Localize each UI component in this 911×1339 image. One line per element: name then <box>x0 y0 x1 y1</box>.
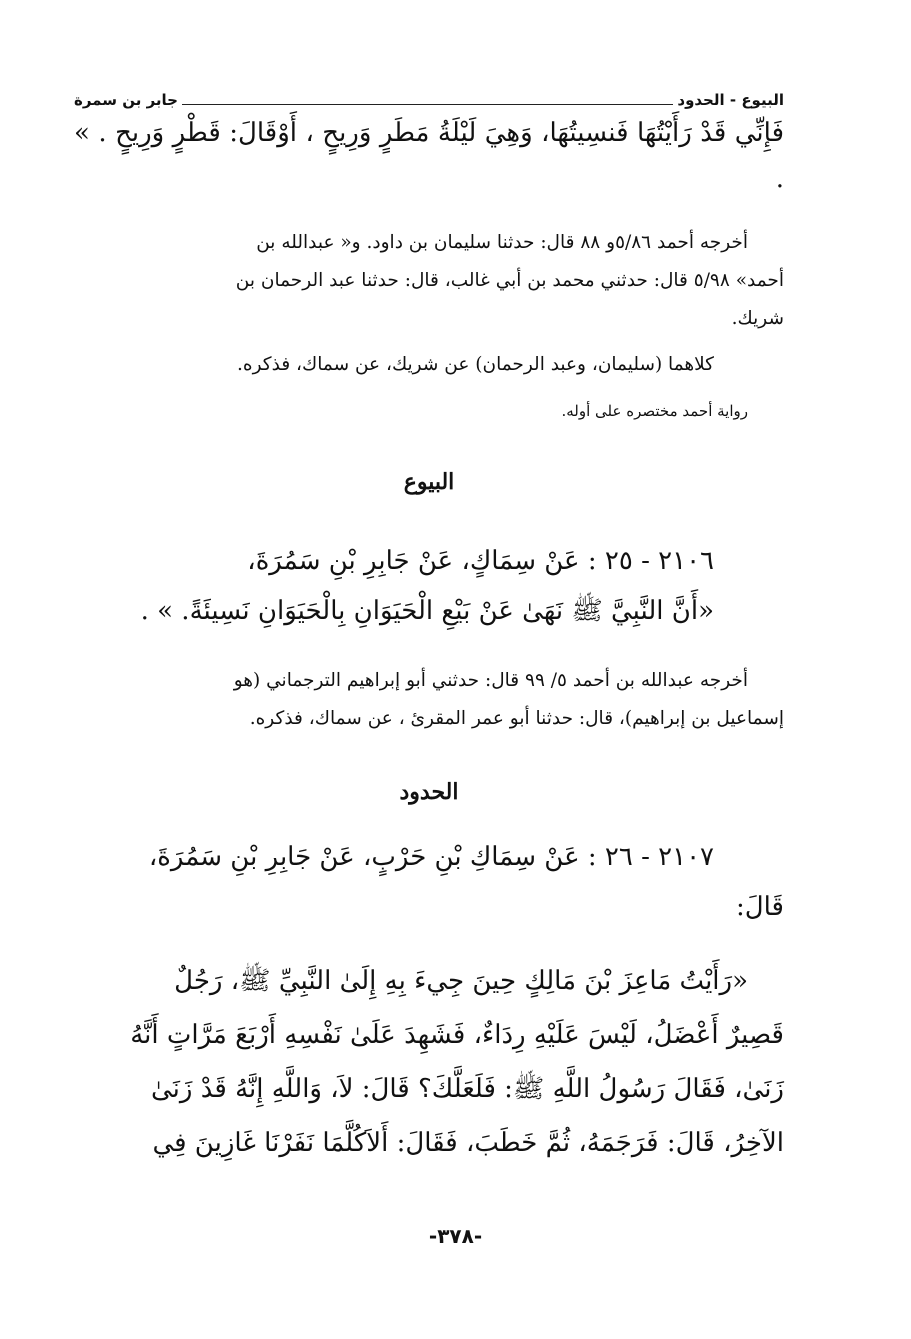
takhrij-line: أخرجه عبدالله بن أحمد ٥/ ٩٩ قال: حدثني أبو إبراهيم الترجماني (هو <box>233 670 748 691</box>
hadith-2106-opening: ٢١٠٦ - ٢٥ : عَنْ سِمَاكٍ، عَنْ جَابِرِ بْنِ سَمُرَةَ، <box>247 546 714 576</box>
takhrij-paragraph-2 <box>74 662 784 738</box>
section-title-hudud: الحدود <box>399 779 459 805</box>
header-narrator: جابر بن سمرة <box>74 91 178 109</box>
hadith-line: زَنَىٰ، فَقَالَ رَسُولُ اللَّهِ ﷺ: فَلَعَلَّكَ؟ قَالَ: لاَ، وَاللَّهِ إِنَّهُ قَدْ زَنَىٰ <box>151 1074 784 1104</box>
both-narrators-line: كلاهما (سليمان، وعبد الرحمان) عن شريك، عن سماك، فذكره. <box>237 354 714 375</box>
section-title-buyu: البيوع <box>403 469 455 495</box>
hadith-2107-qala: قَالَ: <box>735 892 784 922</box>
page-content <box>74 88 784 1170</box>
takhrij-line: إسماعيل بن إبراهيم)، قال: حدثنا أبو عمر المقرئ ، عن سماك، فذكره. <box>249 708 784 729</box>
running-header <box>74 88 784 110</box>
hadith-2107-opening: ٢١٠٧ - ٢٦ : عَنْ سِمَاكِ بْنِ حَرْبٍ، عَنْ جَابِرِ بْنِ سَمُرَةَ، <box>148 842 714 872</box>
page-number: -٣٧٨- <box>428 1224 483 1248</box>
takhrij-line: شريك. <box>731 308 784 329</box>
takhrij-line: أحمد» ٥/٩٨ قال: حدثني محمد بن أبي غالب، قال: حدثنا عبد الرحمان بن <box>235 270 784 291</box>
hadith-2107-text <box>74 954 784 1170</box>
hadith-line: قَصِيرٌ أَعْضَلُ، لَيْسَ عَلَيْهِ رِدَاءٌ، فَشَهِدَ عَلَىٰ نَفْسِهِ أَرْبَعَ مَرَّاتٍ أَنَّهُ <box>130 1020 784 1050</box>
hadith-line: «رَأَيْتُ مَاعِزَ بْنَ مَالِكٍ حِينَ جِيءَ بِهِ إِلَىٰ النَّبِيِّ ﷺ، رَجُلٌ <box>174 966 748 996</box>
hadith-line: الآخِرُ، قَالَ: فَرَجَمَهُ، ثُمَّ خَطَبَ، فَقَالَ: أَلاَكُلَّمَا نَفَرْنَا غَازِينَ فِي <box>152 1128 784 1158</box>
takhrij-line: أخرجه أحمد ٥/٨٦و ٨٨ قال: حدثنا سليمان بن داود. و« عبدالله بن <box>256 232 748 253</box>
hadith-2106-text: «أَنَّ النَّبِيَّ ﷺ نَهَىٰ عَنْ بَيْعِ الْحَيَوَانِ بِالْحَيَوَانِ نَسِيئَةً. » . <box>140 596 714 626</box>
header-rule <box>182 104 673 105</box>
hadith-continuation: فَإِنِّي قَدْ رَأَيْتُهَا فَنسِيتُهَا، وَهِيَ لَيْلَةُ مَطَرٍ وَرِيحٍ ، أَوْقَالَ: قَطْرٍ وَرِيحٍ . » . <box>74 118 784 194</box>
note-line: رواية أحمد مختصره على أوله. <box>561 402 748 420</box>
header-section-title: البيوع - الحدود <box>677 91 784 109</box>
takhrij-paragraph-1 <box>74 224 784 338</box>
